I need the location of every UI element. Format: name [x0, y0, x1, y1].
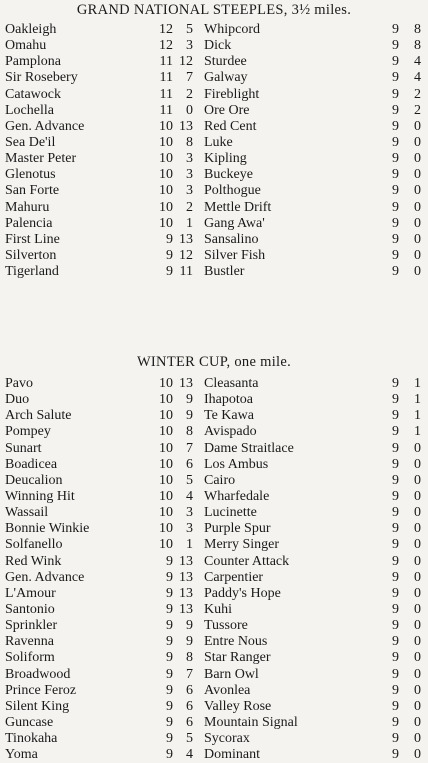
weight-row	[0, 521, 428, 537]
horse-name: Kipling	[204, 151, 247, 167]
weight-pounds: 0	[414, 747, 421, 763]
weight-stone: 11	[159, 70, 173, 86]
weight-pounds: 13	[179, 569, 193, 585]
weight-pounds: 0	[414, 151, 421, 167]
weight-pounds: 13	[179, 585, 193, 601]
weight-stone: 9	[392, 376, 399, 391]
weight-row	[0, 70, 428, 86]
weight-row	[0, 618, 428, 634]
horse-name: Sir Rosebery	[5, 70, 78, 86]
weight-row	[0, 22, 428, 38]
weight-pounds: 0	[414, 488, 421, 504]
weight-stone: 10	[159, 167, 173, 183]
weight-stone: 10	[159, 183, 173, 199]
weight-pounds: 1	[186, 215, 193, 231]
horse-name: Sunart	[5, 440, 42, 456]
horse-name: Galway	[204, 70, 248, 86]
weight-pounds: 9	[186, 392, 193, 408]
weight-stone: 9	[392, 86, 399, 102]
horse-name: Solfanello	[5, 537, 63, 553]
weight-stone: 10	[159, 472, 173, 488]
horse-name: Avonlea	[204, 682, 251, 698]
weight-row	[0, 135, 428, 151]
weight-pounds: 1	[414, 392, 421, 408]
weight-row	[0, 473, 428, 489]
weight-stone: 10	[159, 424, 173, 440]
weight-stone: 9	[166, 569, 173, 585]
weight-stone: 9	[392, 424, 399, 440]
weight-row	[0, 264, 428, 280]
weight-stone: 9	[392, 682, 399, 698]
weight-pounds: 0	[414, 231, 421, 247]
weight-stone: 9	[166, 247, 173, 263]
horse-name: Sturdee	[204, 54, 247, 70]
weight-pounds: 0	[414, 456, 421, 472]
weight-pounds: 12	[179, 247, 193, 263]
weight-row	[0, 151, 428, 167]
weight-pounds: 5	[186, 22, 193, 37]
horse-name: Ore Ore	[204, 102, 250, 118]
weight-pounds: 0	[186, 102, 193, 118]
weight-stone: 9	[166, 698, 173, 714]
horse-name: Lochella	[5, 102, 54, 118]
weight-stone: 10	[159, 376, 173, 391]
horse-name: Tinokaha	[5, 731, 58, 747]
weight-stone: 10	[159, 151, 173, 167]
weight-stone: 9	[392, 102, 399, 118]
weight-stone: 9	[392, 505, 399, 521]
weight-stone: 9	[392, 22, 399, 37]
weight-pounds: 6	[186, 456, 193, 472]
weight-stone: 10	[159, 134, 173, 150]
steeples-weights-list	[0, 22, 428, 280]
weight-pounds: 0	[414, 472, 421, 488]
weight-row	[0, 392, 428, 408]
weight-stone: 10	[159, 408, 173, 424]
weight-stone: 10	[159, 505, 173, 521]
weight-pounds: 0	[414, 569, 421, 585]
weight-stone: 9	[166, 650, 173, 666]
horse-name: Palencia	[5, 215, 53, 231]
weight-pounds: 1	[414, 376, 421, 391]
horse-name: Avispado	[204, 424, 257, 440]
weight-pounds: 0	[414, 714, 421, 730]
weight-pounds: 4	[414, 70, 421, 86]
weight-pounds: 3	[186, 183, 193, 199]
weight-row	[0, 715, 428, 731]
horse-name: Te Kawa	[204, 408, 254, 424]
weight-stone: 9	[392, 392, 399, 408]
horse-name: Oakleigh	[5, 22, 57, 37]
weight-pounds: 1	[414, 424, 421, 440]
weight-row	[0, 54, 428, 70]
weight-pounds: 6	[186, 682, 193, 698]
weight-pounds: 13	[179, 118, 193, 134]
horse-name: Broadwood	[5, 666, 71, 682]
weight-pounds: 12	[179, 54, 193, 70]
weight-stone: 11	[159, 54, 173, 70]
weight-stone: 9	[392, 54, 399, 70]
weight-stone: 9	[392, 731, 399, 747]
horse-name: Ihapotoa	[204, 392, 253, 408]
weight-row	[0, 747, 428, 763]
weight-stone: 9	[392, 553, 399, 569]
weight-row	[0, 167, 428, 183]
weight-pounds: 9	[186, 618, 193, 634]
weight-stone: 9	[392, 118, 399, 134]
weight-stone: 9	[392, 247, 399, 263]
weight-stone: 11	[159, 86, 173, 102]
horse-name: Merry Singer	[204, 537, 280, 553]
weight-stone: 9	[392, 472, 399, 488]
weight-row	[0, 683, 428, 699]
weight-row	[0, 103, 428, 119]
horse-name: Ravenna	[5, 634, 54, 650]
weight-stone: 10	[159, 456, 173, 472]
weight-stone: 9	[166, 553, 173, 569]
weight-stone: 9	[392, 199, 399, 215]
weight-pounds: 2	[414, 86, 421, 102]
weight-row	[0, 200, 428, 216]
weight-stone: 9	[392, 698, 399, 714]
weight-row	[0, 699, 428, 715]
horse-name: Duo	[5, 392, 30, 408]
weight-row	[0, 183, 428, 199]
horse-name: Gen. Advance	[5, 118, 85, 134]
weight-stone: 9	[392, 488, 399, 504]
weight-pounds: 8	[414, 38, 421, 54]
weight-pounds: 0	[414, 537, 421, 553]
weight-pounds: 0	[414, 247, 421, 263]
horse-name: First Line	[5, 231, 60, 247]
weight-stone: 9	[166, 634, 173, 650]
horse-name: Silver Fish	[204, 247, 266, 263]
horse-name: Prince Feroz	[5, 682, 77, 698]
weight-pounds: 0	[414, 505, 421, 521]
weight-stone: 9	[166, 747, 173, 763]
weight-stone: 9	[392, 264, 399, 280]
weight-pounds: 0	[414, 264, 421, 280]
horse-name: Tussore	[204, 618, 248, 634]
horse-name: Bonnie Winkie	[5, 521, 90, 537]
weight-stone: 9	[392, 70, 399, 86]
weight-stone: 9	[392, 714, 399, 730]
horse-name: Bustler	[204, 264, 245, 280]
horse-name: Gang Awa'	[204, 215, 265, 231]
horse-name: Sycorax	[204, 731, 250, 747]
horse-name: Sansalino	[204, 231, 259, 247]
winter-cup-heading: WINTER CUP, one mile.	[136, 354, 292, 370]
weight-pounds: 4	[414, 54, 421, 70]
weight-stone: 9	[392, 666, 399, 682]
horse-name: Purple Spur	[204, 521, 271, 537]
weight-pounds: 0	[414, 183, 421, 199]
horse-name: Mountain Signal	[204, 714, 298, 730]
horse-name: Cairo	[204, 472, 236, 488]
weight-pounds: 3	[186, 151, 193, 167]
weight-stone: 9	[166, 264, 173, 280]
weight-row	[0, 87, 428, 103]
weight-pounds: 8	[414, 22, 421, 37]
winter-cup-weights-list	[0, 376, 428, 763]
steeples-heading: GRAND NATIONAL STEEPLES, 3½ miles.	[76, 2, 352, 18]
weight-pounds: 0	[414, 601, 421, 617]
horse-name: Deucalion	[5, 472, 63, 488]
weight-stone: 9	[392, 183, 399, 199]
weight-pounds: 0	[414, 167, 421, 183]
weight-row	[0, 505, 428, 521]
weight-row	[0, 667, 428, 683]
weight-stone: 9	[392, 440, 399, 456]
horse-name: Arch Salute	[5, 408, 72, 424]
weight-stone: 9	[392, 618, 399, 634]
weight-row	[0, 248, 428, 264]
weight-row	[0, 232, 428, 248]
weight-stone: 9	[392, 650, 399, 666]
weight-stone: 9	[392, 569, 399, 585]
weight-pounds: 0	[414, 521, 421, 537]
horse-name: Boadicea	[5, 456, 58, 472]
horse-name: Sprinkler	[5, 618, 58, 634]
horse-name: L'Amour	[5, 585, 56, 601]
weight-pounds: 4	[186, 747, 193, 763]
weight-stone: 9	[392, 134, 399, 150]
weight-stone: 9	[392, 747, 399, 763]
horse-name: Sea De'il	[5, 134, 56, 150]
weight-pounds: 13	[179, 376, 193, 391]
weight-stone: 10	[159, 199, 173, 215]
weight-pounds: 0	[414, 618, 421, 634]
weight-stone: 12	[159, 38, 173, 54]
weight-stone: 9	[166, 618, 173, 634]
horse-name: Winning Hit	[5, 488, 75, 504]
weight-stone: 9	[392, 38, 399, 54]
weight-stone: 9	[166, 231, 173, 247]
horse-name: Fireblight	[204, 86, 260, 102]
horse-name: Pompey	[5, 424, 51, 440]
horse-name: Pamplona	[5, 54, 61, 70]
weight-pounds: 9	[186, 408, 193, 424]
horse-name: Red Wink	[5, 553, 62, 569]
weight-stone: 10	[159, 440, 173, 456]
weight-pounds: 2	[186, 86, 193, 102]
weight-pounds: 4	[186, 488, 193, 504]
weight-row	[0, 119, 428, 135]
weight-pounds: 7	[186, 666, 193, 682]
weight-stone: 9	[392, 521, 399, 537]
horse-name: Soliform	[5, 650, 55, 666]
weight-stone: 9	[392, 537, 399, 553]
horse-name: Dame Straitlace	[204, 440, 294, 456]
horse-name: Buckeye	[204, 167, 253, 183]
weight-row	[0, 376, 428, 392]
weight-row	[0, 634, 428, 650]
horse-name: Lucinette	[204, 505, 257, 521]
horse-name: Cleasanta	[204, 376, 259, 391]
weight-pounds: 0	[414, 199, 421, 215]
horse-name: Tigerland	[5, 264, 59, 280]
weight-pounds: 0	[414, 215, 421, 231]
weight-row	[0, 570, 428, 586]
weight-pounds: 0	[414, 585, 421, 601]
horse-name: Omahu	[5, 38, 47, 54]
weight-stone: 10	[159, 118, 173, 134]
weight-pounds: 0	[414, 134, 421, 150]
weight-stone: 9	[392, 601, 399, 617]
horse-name: Polthogue	[204, 183, 261, 199]
weight-stone: 12	[159, 22, 173, 37]
horse-name: Master Peter	[5, 151, 77, 167]
weight-pounds: 2	[414, 102, 421, 118]
horse-name: Luke	[204, 134, 233, 150]
horse-name: Silverton	[5, 247, 57, 263]
weight-row	[0, 38, 428, 54]
horse-name: San Forte	[5, 183, 60, 199]
weight-stone: 9	[166, 682, 173, 698]
weight-pounds: 6	[186, 714, 193, 730]
weight-pounds: 0	[414, 440, 421, 456]
weight-stone: 11	[159, 102, 173, 118]
weight-stone: 9	[392, 456, 399, 472]
weight-stone: 9	[392, 408, 399, 424]
horse-name: Barn Owl	[204, 666, 259, 682]
horse-name: Dick	[204, 38, 232, 54]
weight-pounds: 0	[414, 650, 421, 666]
horse-name: Silent King	[5, 698, 70, 714]
weight-stone: 9	[392, 151, 399, 167]
horse-name: Santonio	[5, 601, 55, 617]
horse-name: Los Ambus	[204, 456, 269, 472]
weight-pounds: 0	[414, 682, 421, 698]
horse-name: Wharfedale	[204, 488, 270, 504]
horse-name: Red Cent	[204, 118, 257, 134]
weight-pounds: 11	[179, 264, 193, 280]
horse-name: Mettle Drift	[204, 199, 272, 215]
weight-pounds: 5	[186, 472, 193, 488]
weight-pounds: 0	[414, 553, 421, 569]
weight-stone: 9	[166, 714, 173, 730]
weight-row	[0, 537, 428, 553]
weight-row	[0, 650, 428, 666]
weight-stone: 9	[392, 634, 399, 650]
weight-row	[0, 554, 428, 570]
horse-name: Whipcord	[204, 22, 260, 37]
weight-pounds: 8	[186, 134, 193, 150]
weight-stone: 10	[159, 392, 173, 408]
horse-name: Guncase	[5, 714, 54, 730]
weight-pounds: 3	[186, 38, 193, 54]
weight-pounds: 0	[414, 731, 421, 747]
horse-name: Kuhi	[204, 601, 232, 617]
horse-name: Entre Nous	[204, 634, 268, 650]
weight-pounds: 5	[186, 731, 193, 747]
weight-pounds: 9	[186, 634, 193, 650]
weight-pounds: 13	[179, 601, 193, 617]
weight-stone: 9	[166, 601, 173, 617]
weight-pounds: 0	[414, 118, 421, 134]
weight-stone: 10	[159, 488, 173, 504]
horse-name: Wassail	[5, 505, 49, 521]
weight-pounds: 13	[179, 231, 193, 247]
horse-name: Gen. Advance	[5, 569, 85, 585]
weight-stone: 9	[166, 666, 173, 682]
weight-stone: 9	[392, 231, 399, 247]
horse-name: Yoma	[5, 747, 38, 763]
horse-name: Dominant	[204, 747, 260, 763]
weight-stone: 9	[166, 585, 173, 601]
weight-pounds: 1	[414, 408, 421, 424]
weight-row	[0, 586, 428, 602]
weight-row	[0, 489, 428, 505]
weight-row	[0, 441, 428, 457]
weight-pounds: 0	[414, 634, 421, 650]
weight-stone: 9	[392, 167, 399, 183]
weight-stone: 9	[392, 585, 399, 601]
weight-row	[0, 408, 428, 424]
weight-stone: 10	[159, 521, 173, 537]
weight-pounds: 6	[186, 698, 193, 714]
weight-pounds: 0	[414, 698, 421, 714]
weight-row	[0, 424, 428, 440]
weight-stone: 10	[159, 537, 173, 553]
weight-row	[0, 602, 428, 618]
weight-stone: 9	[392, 215, 399, 231]
weight-row	[0, 731, 428, 747]
weight-pounds: 3	[186, 521, 193, 537]
weight-pounds: 0	[414, 666, 421, 682]
horse-name: Catawock	[5, 86, 61, 102]
weight-stone: 9	[166, 731, 173, 747]
weight-stone: 10	[159, 215, 173, 231]
weight-pounds: 7	[186, 440, 193, 456]
horse-name: Valley Rose	[204, 698, 272, 714]
horse-name: Carpentier	[204, 569, 264, 585]
weight-pounds: 3	[186, 167, 193, 183]
weight-pounds: 8	[186, 650, 193, 666]
weight-pounds: 13	[179, 553, 193, 569]
horse-name: Pavo	[5, 376, 33, 391]
weight-pounds: 1	[186, 537, 193, 553]
weight-row	[0, 457, 428, 473]
horse-name: Paddy's Hope	[204, 585, 281, 601]
weight-row	[0, 216, 428, 232]
horse-name: Glenotus	[5, 167, 56, 183]
horse-name: Counter Attack	[204, 553, 290, 569]
weight-pounds: 7	[186, 70, 193, 86]
horse-name: Star Ranger	[204, 650, 271, 666]
weight-pounds: 3	[186, 505, 193, 521]
weight-pounds: 8	[186, 424, 193, 440]
weight-pounds: 2	[186, 199, 193, 215]
horse-name: Mahuru	[5, 199, 50, 215]
